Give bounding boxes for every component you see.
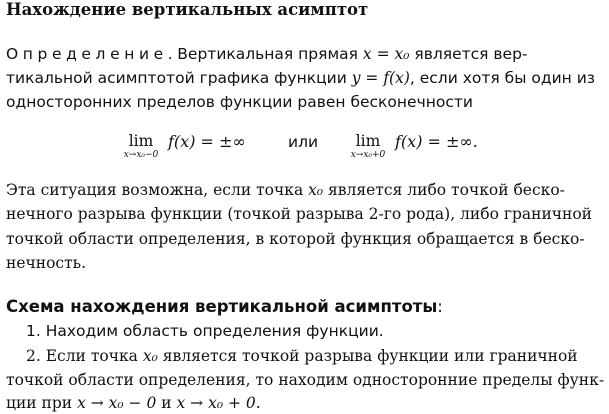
step2-line3-math-2: x → x₀ + 0: [176, 394, 256, 412]
paragraph-line-2: нечного разрыва функции (точкой разрыва 2-го рода), либо граничной: [6, 205, 593, 223]
scheme-step-2-line-2: точкой области определения, то находим односторонние пределы функ-: [6, 371, 605, 389]
scheme-step-2-line-1: [26, 346, 578, 366]
paragraph-math-1: x₀: [308, 181, 324, 199]
definition-math-1: x = x₀: [362, 45, 410, 63]
definition-label: Определение.: [6, 45, 178, 63]
scheme-heading-colon: :: [437, 297, 443, 316]
left-limit-subscript: x→x₀−0: [123, 150, 159, 160]
definition-line-1: [6, 44, 528, 64]
definition-text-1a: Вертикальная прямая: [177, 45, 363, 63]
definition-line-3: односторонних пределов функции равен бесконечности: [6, 93, 473, 111]
limit-formula: [0, 131, 609, 165]
definition-text-2b: , если хотя бы один из: [409, 69, 596, 87]
step2-line3-text-c: .: [255, 394, 261, 412]
right-limit-subscript: x→x₀+0: [350, 150, 386, 160]
scheme-heading-text: Схема нахождения вертикальной асимптоты: [6, 297, 438, 316]
scheme-step-1: 1. Находим область определения функции.: [26, 322, 384, 340]
or-word: или: [288, 133, 319, 151]
step2-line3-text-b: и: [156, 394, 177, 412]
definition-text-1b: является вер-: [409, 45, 528, 63]
paragraph-line-4: нечность.: [6, 254, 87, 272]
definition-math-2: y = f(x): [351, 69, 410, 87]
page-title: Нахождение вертикальных асимптот: [6, 0, 369, 19]
step2-text-b: является точкой разрыва функции или граничной: [157, 347, 578, 365]
paragraph-line-1: [6, 180, 565, 200]
definition-text-2a: тикальной асимптотой графика функции: [6, 69, 352, 87]
definition-line-2: [6, 68, 595, 88]
paragraph-text-1a: Эта ситуация возможна, если точка: [6, 181, 309, 199]
step2-line3-text-a: ции при: [6, 394, 78, 412]
left-limit: [112, 133, 170, 161]
lim-operator-right: lim: [355, 132, 381, 150]
paragraph-text-1b: является либо точкой беско-: [323, 181, 565, 199]
scheme-heading: [6, 297, 443, 317]
right-limit-expression: f(x) = ±∞.: [395, 132, 478, 151]
right-limit: [339, 133, 397, 161]
step2-text-a: 2. Если точка: [26, 347, 143, 365]
step2-line3-math-1: x → x₀ − 0: [77, 394, 157, 412]
scheme-step-2-line-3: [6, 393, 261, 413]
left-limit-expression: f(x) = ±∞: [168, 132, 246, 151]
lim-operator-left: lim: [128, 132, 154, 150]
step2-math: x₀: [142, 347, 158, 365]
paragraph-line-3: точкой области определения, в которой функция обращается в беско-: [6, 230, 585, 248]
